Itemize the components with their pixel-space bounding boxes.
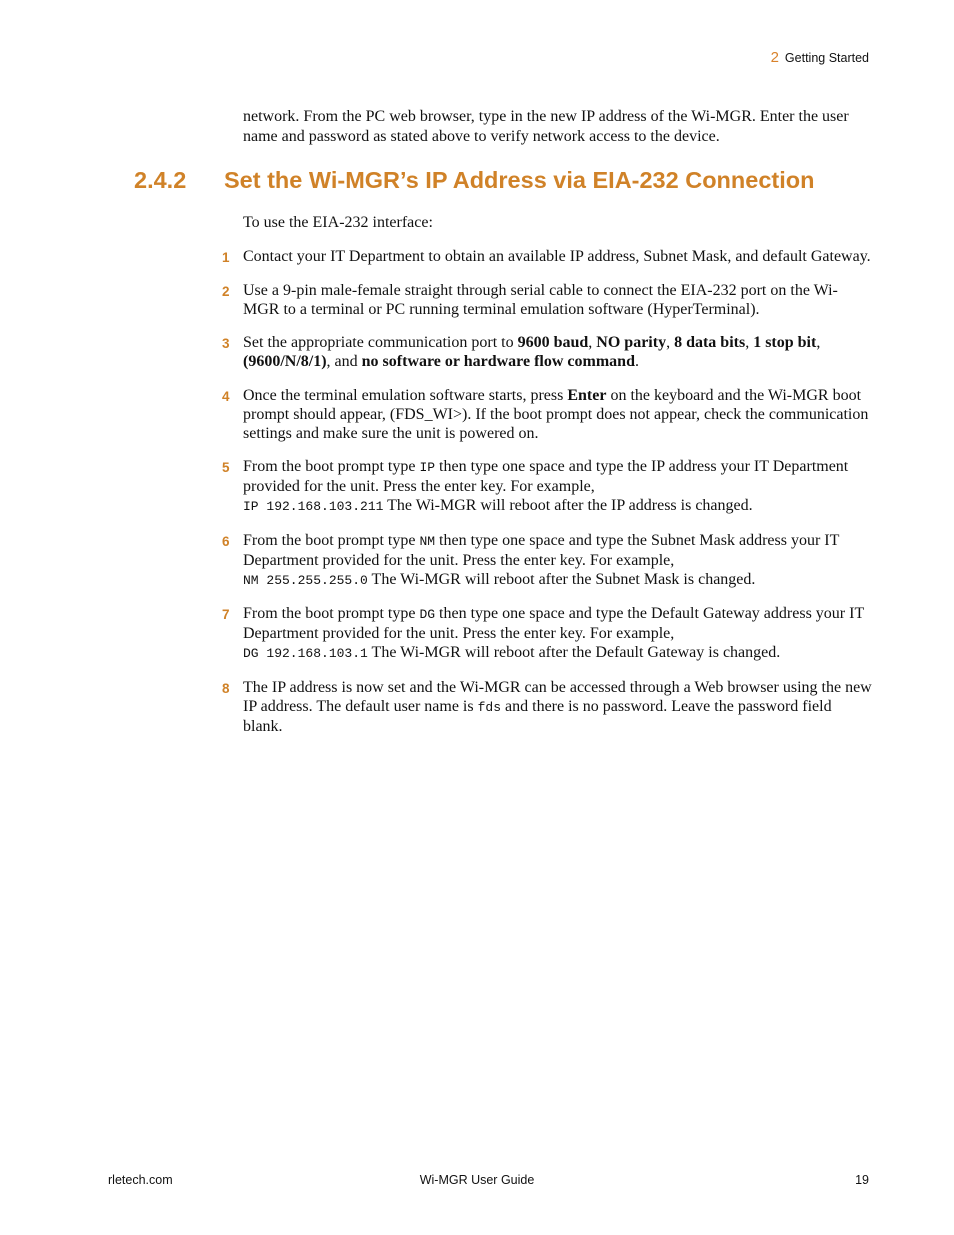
step-text: Once the terminal emulation software starts, press bbox=[243, 386, 568, 404]
command-code: NM bbox=[419, 533, 436, 549]
step-text: Set the appropriate communication port to bbox=[243, 334, 518, 351]
step-text: From the boot prompt type bbox=[243, 458, 420, 475]
footer-website: rletech.com bbox=[108, 1173, 173, 1187]
step-number: 4 bbox=[222, 388, 230, 404]
step-6 bbox=[222, 531, 872, 590]
section-number: 2.4.2 bbox=[134, 167, 187, 193]
chapter-title: Getting Started bbox=[784, 51, 869, 65]
step-number: 3 bbox=[222, 336, 230, 351]
step-text: then type one space and type the Default Gateway address your IT Department provided for the unit. Press the enter key. For example, bbox=[243, 605, 864, 642]
baud-setting: 9600 baud bbox=[517, 334, 589, 351]
steps-list bbox=[222, 247, 872, 750]
step-text: Use a 9-pin male-female straight through serial cable to connect the EIA-232 port on the Wi-MGR to a terminal or PC running terminal emulation software (HyperTerminal). bbox=[243, 281, 838, 318]
section-title: Set the Wi-MGR’s IP Address via EIA-232 Connection bbox=[224, 167, 815, 193]
step-number: 6 bbox=[222, 533, 230, 549]
parity-setting: NO parity bbox=[596, 334, 667, 351]
step-number: 7 bbox=[222, 607, 230, 622]
separator: , bbox=[666, 334, 675, 351]
step-text: From the boot prompt type bbox=[243, 605, 420, 622]
section-lead: To use the EIA-232 interface: bbox=[243, 214, 433, 231]
step-text: The Wi-MGR will reboot after the IP address is changed. bbox=[383, 497, 753, 514]
separator: , and bbox=[326, 353, 362, 370]
step-text: From the boot prompt type bbox=[243, 531, 420, 549]
step-text: on the keyboard and the Wi-MGR boot prompt should appear, (FDS_WI>). If the boot prompt does not appear, check the communication settings and make sure the unit is powered on. bbox=[243, 386, 869, 442]
command-example: DG 192.168.103.1 bbox=[243, 646, 368, 661]
step-text: The Wi-MGR will reboot after the Subnet Mask is changed. bbox=[367, 570, 756, 588]
stop-bit-setting: 1 stop bit bbox=[753, 334, 817, 351]
step-text: and there is no password. Leave the password field blank. bbox=[243, 697, 832, 735]
step-text: The IP address is now set and the Wi-MGR can be accessed through a Web browser using the new IP address. The default user name is bbox=[243, 678, 872, 715]
default-username: fds bbox=[477, 699, 502, 715]
step-4 bbox=[222, 386, 872, 443]
step-text: then type one space and type the Subnet Mask address your IT Department provided for the unit. Press the enter key. For example, bbox=[243, 531, 840, 569]
step-text: Contact your IT Department to obtain an available IP address, Subnet Mask, and default Gateway. bbox=[243, 248, 871, 265]
step-number: 2 bbox=[222, 283, 230, 299]
step-text: then type one space and type the IP address your IT Department provided for the unit. Press the enter key. For example, bbox=[243, 458, 849, 495]
data-bits-setting: 8 data bits bbox=[674, 334, 746, 351]
settings-summary: (9600/N/8/1) bbox=[243, 353, 327, 370]
step-8 bbox=[222, 678, 872, 736]
separator: , bbox=[816, 334, 821, 351]
chapter-number: 2 bbox=[770, 49, 779, 66]
footer-page-number: 19 bbox=[855, 1173, 869, 1187]
step-number: 1 bbox=[222, 250, 230, 265]
step-5 bbox=[222, 457, 872, 516]
enter-key: Enter bbox=[567, 386, 607, 404]
command-code: IP bbox=[419, 460, 436, 475]
step-7 bbox=[222, 604, 872, 663]
step-number: 8 bbox=[222, 680, 230, 696]
separator: , bbox=[745, 334, 754, 351]
command-example: NM 255.255.255.0 bbox=[243, 572, 368, 588]
command-code: DG bbox=[419, 607, 436, 622]
step-2 bbox=[222, 281, 872, 319]
page-header bbox=[771, 49, 869, 66]
flow-control-setting: no software or hardware flow command bbox=[361, 353, 635, 370]
footer-guide-title: Wi-MGR User Guide bbox=[419, 1173, 535, 1187]
step-1 bbox=[222, 247, 872, 266]
command-example: IP 192.168.103.211 bbox=[243, 499, 384, 514]
section-heading bbox=[134, 167, 874, 194]
step-3 bbox=[222, 333, 872, 371]
step-number: 5 bbox=[222, 460, 230, 475]
step-text: The Wi-MGR will reboot after the Default Gateway is changed. bbox=[367, 644, 781, 661]
separator: , bbox=[588, 334, 597, 351]
intro-paragraph: network. From the PC web browser, type in the new IP address of the Wi-MGR. Enter the user name and password as stated above to verify network access to the device. bbox=[243, 108, 849, 145]
separator: . bbox=[634, 353, 639, 370]
